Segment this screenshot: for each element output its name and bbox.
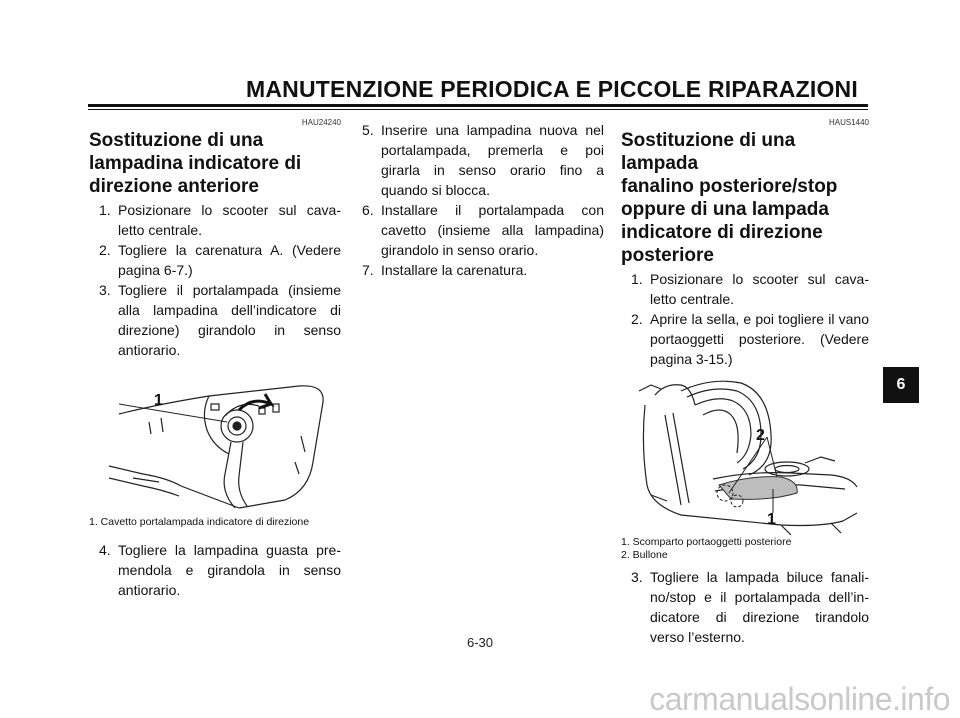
step-list xyxy=(89,200,341,360)
step-number: 4. xyxy=(99,542,111,558)
section-title-line: direzione anteriore xyxy=(89,176,259,197)
step-number: 7. xyxy=(362,262,374,278)
step-text: Togliere la lampadina guasta pre-mendola e girandola in senso antiorario. xyxy=(118,542,341,598)
step-number: 3. xyxy=(99,282,111,298)
watermark-text: carmanualsonline.info xyxy=(649,681,950,717)
middle-column xyxy=(352,120,604,280)
step-item xyxy=(352,200,604,260)
step-item xyxy=(352,260,604,280)
section-title-line: oppure di una lampada xyxy=(621,199,829,220)
left-column xyxy=(89,118,341,600)
section-title xyxy=(89,129,341,198)
step-number: 2. xyxy=(99,242,111,258)
step-list xyxy=(621,269,869,369)
header-rule-thin xyxy=(88,109,868,110)
step-list xyxy=(352,120,604,280)
step-number: 3. xyxy=(631,569,643,585)
rear-storage-figure xyxy=(621,375,869,563)
rear-storage-illustration xyxy=(621,375,869,535)
step-number: 1. xyxy=(99,202,111,218)
step-text: Togliere la lampada biluce fanali-no/stop e il portalampada dell’in-dicatore di direzione tirandolo verso l’esterno. xyxy=(650,569,869,645)
step-text: Posizionare lo scooter sul cava-letto centrale. xyxy=(118,202,341,238)
section-title-line: Sostituzione di una lampada xyxy=(621,130,796,174)
step-text: Togliere il portalampada (insieme alla lampadina dell’indicatore di direzione) girandolo in senso antiorario. xyxy=(118,282,341,358)
right-column xyxy=(621,118,869,647)
section-title-line: fanalino posteriore/stop xyxy=(621,176,838,197)
step-number: 2. xyxy=(631,311,643,327)
step-item xyxy=(352,120,604,200)
section-title-line: indicatore di direzione xyxy=(621,222,823,243)
step-text: Installare la carenatura. xyxy=(381,262,528,278)
figure-callout-1: 1 xyxy=(767,511,776,528)
step-text: Posizionare lo scooter sul cava-letto centrale. xyxy=(650,271,869,307)
figure-caption xyxy=(621,536,791,562)
front-indicator-illustration xyxy=(89,382,341,512)
section-title-line: posteriore xyxy=(621,245,714,266)
step-item xyxy=(89,540,341,600)
step-item xyxy=(89,200,341,240)
step-item xyxy=(621,269,869,309)
step-text: Installare il portalampada con cavetto (insieme alla lampadina) girandolo in senso orario. xyxy=(381,202,604,258)
section-code: HAU24240 xyxy=(301,118,341,127)
step-list xyxy=(89,540,341,600)
figure-caption-line: 1. Scomparto portaoggetti posteriore xyxy=(621,536,792,548)
section-code: HAUS1440 xyxy=(828,118,869,127)
step-number: 6. xyxy=(362,202,374,218)
step-item xyxy=(89,280,341,360)
figure-caption: 1. Cavetto portalampada indicatore di direzione xyxy=(89,516,310,528)
section-title xyxy=(621,129,869,267)
figure-caption-line: 2. Bullone xyxy=(621,549,668,561)
figure-callout-2: 2 xyxy=(756,427,765,444)
figure-callout-1: 1 xyxy=(154,392,163,409)
header-rule xyxy=(88,104,868,107)
step-number: 5. xyxy=(362,122,374,138)
step-text: Inserire una lampadina nuova nel portalampada, premerla e poi girarla in senso orario fino a quando si blocca. xyxy=(381,122,604,198)
step-item xyxy=(89,240,341,280)
step-text: Togliere la carenatura A. (Vedere pagina 6-7.) xyxy=(118,242,341,278)
step-text: Aprire la sella, e poi togliere il vano portaoggetti posteriore. (Vedere pagina 3-15.) xyxy=(650,311,869,367)
chapter-tab: 6 xyxy=(883,367,919,403)
page-number: 6-30 xyxy=(466,635,494,650)
page-header-title: MANUTENZIONE PERIODICA E PICCOLE RIPARAZIONI xyxy=(246,76,858,102)
front-indicator-figure xyxy=(89,382,341,532)
section-title-line: Sostituzione di una xyxy=(89,130,264,151)
step-item xyxy=(621,309,869,369)
section-title-line: lampadina indicatore di xyxy=(89,153,302,174)
step-number: 1. xyxy=(631,271,643,287)
